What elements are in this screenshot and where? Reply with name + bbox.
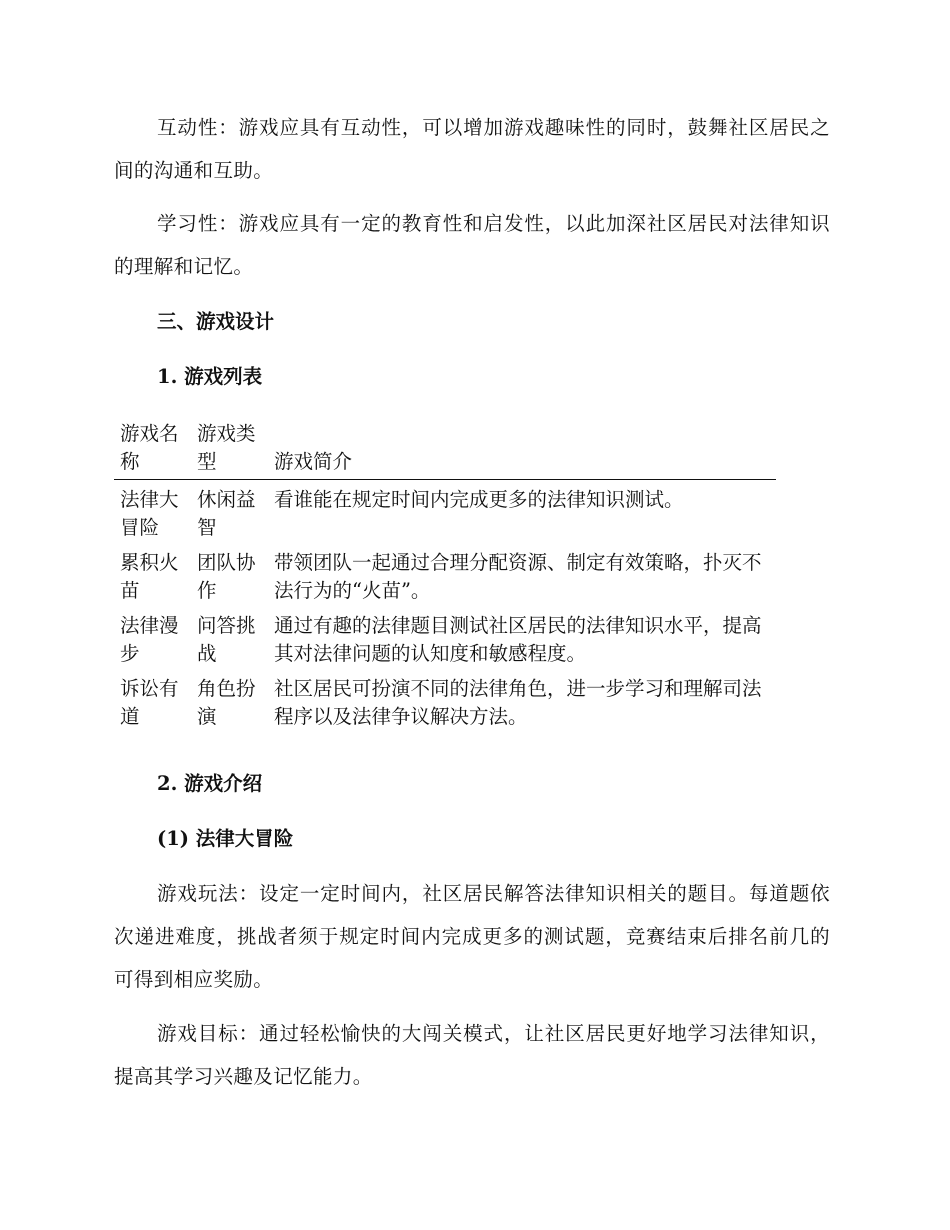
header-game-name: 游戏名称 xyxy=(114,420,191,480)
subheading-game-list: 1. 游戏列表 xyxy=(157,365,263,388)
table-row xyxy=(114,543,776,606)
cell-game-name: 法律漫步 xyxy=(120,614,179,665)
paragraph-interactivity: 互动性：游戏应具有互动性，可以增加游戏趣味性的同时，鼓舞社区居民之间的沟通和互助。 xyxy=(114,116,830,182)
cell-game-description: 带领团队一起通过合理分配资源、制定有效策略，扑灭不法行为的“火苗”。 xyxy=(273,551,762,602)
header-game-description: 游戏简介 xyxy=(268,420,776,480)
paragraph-game-goal: 游戏目标：通过轻松愉快的大闯关模式，让社区居民更好地学习法律知识，提高其学习兴趣及记忆能力。 xyxy=(114,1022,830,1088)
paragraph-learning: 学习性：游戏应具有一定的教育性和启发性，以此加深社区居民对法律知识的理解和记忆。 xyxy=(114,212,830,278)
section-heading-game-design: 三、游戏设计 xyxy=(157,310,275,333)
cell-game-description: 看谁能在规定时间内完成更多的法律知识测试。 xyxy=(273,488,684,511)
subheading-game-introduction: 2. 游戏介绍 xyxy=(157,772,263,795)
table-row xyxy=(114,480,776,544)
cell-game-type: 休闲益智 xyxy=(196,488,256,539)
table-row xyxy=(114,669,776,732)
table-header-row xyxy=(114,420,776,480)
cell-game-description: 社区居民可扮演不同的法律角色，进一步学习和理解司法程序以及法律争议解决方法。 xyxy=(273,677,762,728)
table-row xyxy=(114,606,776,669)
cell-game-type: 角色扮演 xyxy=(196,677,256,728)
header-game-type: 游戏类型 xyxy=(191,420,268,480)
paragraph-gameplay: 游戏玩法：设定一定时间内，社区居民解答法律知识相关的题目。每道题依次递进难度，挑战者须于规定时间内完成更多的测试题，竞赛结束后排名前几的可得到相应奖励。 xyxy=(114,882,830,991)
cell-game-name: 累积火苗 xyxy=(120,551,179,602)
cell-game-name: 诉讼有道 xyxy=(120,677,179,728)
cell-game-type: 问答挑战 xyxy=(196,614,256,665)
cell-game-type: 团队协作 xyxy=(196,551,256,602)
cell-game-description: 通过有趣的法律题目测试社区居民的法律知识水平，提高其对法律问题的认知度和敏感程度。 xyxy=(273,614,762,665)
subheading-law-adventure: (1) 法律大冒险 xyxy=(157,827,294,850)
game-list-table xyxy=(114,420,776,732)
cell-game-name: 法律大冒险 xyxy=(120,488,179,539)
